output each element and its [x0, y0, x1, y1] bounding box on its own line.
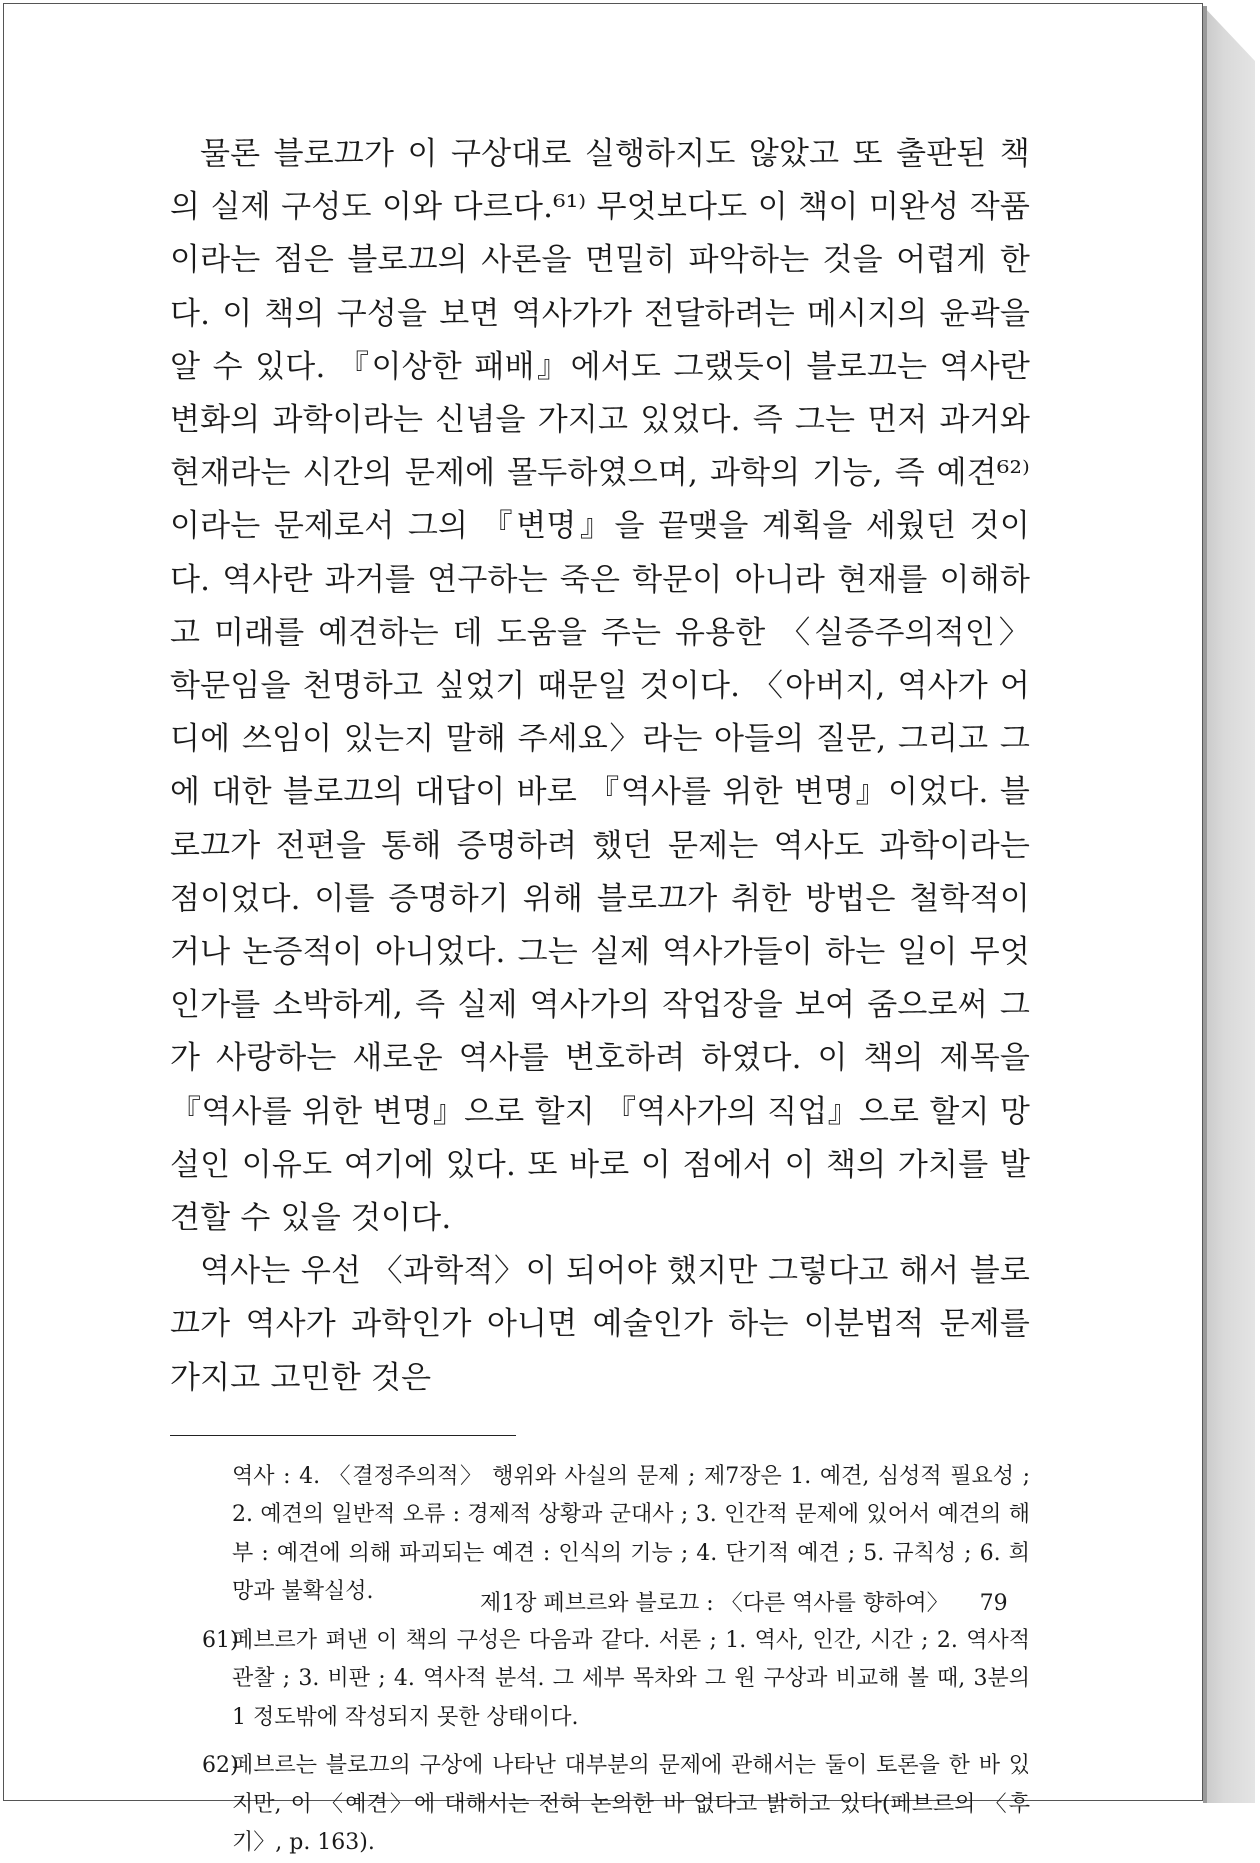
page-edge-shadow — [1203, 6, 1207, 1803]
body-paragraph-1: 물론 블로끄가 이 구상대로 실행하지도 않았고 또 출판된 책의 실제 구성도 이와 다르다.⁶¹⁾ 무엇보다도 이 책이 미완성 작품이라는 점은 블로끄의 사론을 면밀히 파악하는 것을 어렵게 한다. 이 책의 구성을 보면 역사가가 전달하려는 메시지의 윤곽을 알 수 있다. 『이상한 패배』에서도 그랬듯이 블로끄는 역사란 변화의 과학이라는 신념을 가지고 있었다. 즉 그는 먼저 과거와 현재라는 시간의 문제에 몰두하였으며, 과학의 기능, 즉 예견⁶²⁾이라는 문제로서 그의 『변명』을 끝맺을 계획을 세웠던 것이다. 역사란 과거를 연구하는 죽은 학문이 아니라 현재를 이해하고 미래를 예견하는 데 도움을 주는 유용한 〈실증주의적인〉 학문임을 천명하고 싶었기 때문일 것이다. 〈아버지, 역사가 어디에 쓰임이 있는지 말해 주세요〉라는 아들의 질문, 그리고 그에 대한 블로끄의 대답이 바로 『역사를 위한 변명』이었다. 블로끄가 전편을 통해 증명하려 했던 문제는 역사도 과학이라는 점이었다. 이를 증명하기 위해 블로끄가 취한 방법은 철학적이거나 논증적이 아니었다. 그는 실제 역사가들이 하는 일이 무엇인가를 소박하게, 즉 실제 역사가의 작업장을 보여 줌으로써 그가 사랑하는 새로운 역사를 변호하려 하였다. 이 책의 제목을 『역사를 위한 변명』으로 할지 『역사가의 직업』으로 할지 망설인 이유도 여기에 있다. 또 바로 이 점에서 이 책의 가치를 발견할 수 있을 것이다. — [170, 136, 1030, 1237]
footnote-number: 62) — [202, 1753, 239, 1779]
footnotes — [170, 1458, 1030, 1863]
footnote-text: 페브르는 블로끄의 구상에 나타난 대부분의 문제에 관해서는 둘이 토론을 한 바 있지만, 이 〈예견〉에 대해서는 전혀 논의한 바 없다고 밝히고 있다(페브르의 〈후기〉, p. 163). — [232, 1753, 1030, 1856]
footnote-number: 61) — [202, 1627, 239, 1653]
footnote-separator — [170, 1435, 516, 1436]
footnote-61 — [170, 1622, 1030, 1738]
body-paragraph-2: 역사는 우선 〈과학적〉이 되어야 했지만 그렇다고 해서 블로끄가 역사가 과학인가 아니면 예술인가 하는 이분법적 문제를 가지고 고민한 것은 — [170, 1253, 1030, 1396]
page-edge — [1203, 6, 1255, 1803]
page-footer — [480, 1586, 1008, 1617]
body-text — [170, 128, 1030, 1405]
running-title: 제1장 페브르와 블로끄 : 〈다른 역사를 향하여〉 — [480, 1591, 949, 1616]
page-number: 79 — [979, 1591, 1008, 1616]
footnote-continuation: 역사 : 4. 〈결정주의적〉 행위와 사실의 문제 ; 제7장은 1. 예견, 심성적 필요성 ; 2. 예견의 일반적 오류 : 경제적 상황과 군대사 ; 3. 인간적 문제에 있어서 예견의 해부 : 예견에 의해 파괴되는 예견 : 인식의 기능 ; 4. 단기적 예견 ; 5. 규칙성 ; 6. 희망과 불확실성. — [232, 1463, 1030, 1605]
footnote-62 — [170, 1747, 1030, 1863]
footnote-text: 페브르가 펴낸 이 책의 구성은 다음과 같다. 서론 ; 1. 역사, 인간, 시간 ; 2. 역사적 관찰 ; 3. 비판 ; 4. 역사적 분석. 그 세부 목차와 그 원 구상과 비교해 볼 때, 3분의 1 정도밖에 작성되지 못한 상태이다. — [232, 1627, 1030, 1730]
